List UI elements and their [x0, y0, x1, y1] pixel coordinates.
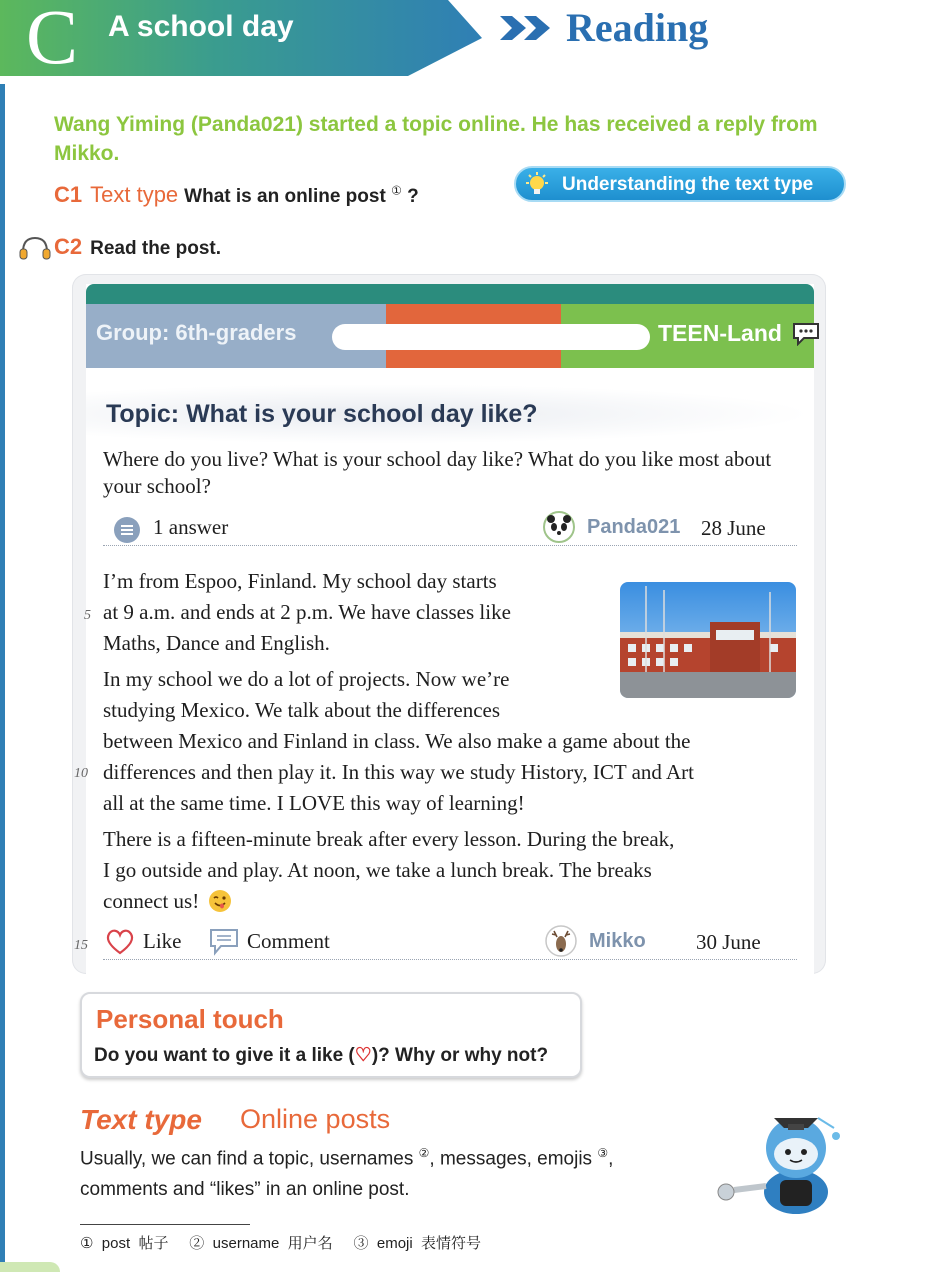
line-number-10: 10	[74, 766, 88, 781]
site-brand: TEEN-Land	[658, 320, 782, 346]
author-username[interactable]: Panda021	[587, 516, 681, 538]
chat-bubble-icon	[792, 322, 820, 346]
answer-count[interactable]: 1 answer	[153, 515, 229, 539]
like-button[interactable]: Like	[143, 929, 182, 953]
c1-question: What is an online post ① ?	[184, 183, 419, 207]
post-card	[72, 274, 826, 974]
text-type-name: Online posts	[240, 1104, 391, 1134]
reply-paragraph-3: There is a fifteen-minute break after every lesson. During the break, I go outside and play. At noon, we take a lunch break. The breaks connect us!	[103, 827, 675, 913]
unit-letter: C	[26, 0, 79, 80]
c1-heading	[54, 182, 419, 208]
intro-text: Wang Yiming (Panda021) started a topic online. He has received a reply from Mikko.	[54, 113, 818, 165]
winking-emoji-icon	[208, 889, 232, 913]
answers-list-icon[interactable]	[113, 516, 141, 544]
line-number-5: 5	[84, 608, 91, 623]
post-header-strip	[86, 284, 814, 304]
robot-mascot-icon	[710, 1104, 850, 1216]
replier-username[interactable]: Mikko	[589, 930, 646, 952]
headphones-icon[interactable]	[18, 234, 52, 262]
topic-meta	[103, 510, 797, 546]
replier-date: 30 June	[696, 930, 761, 954]
heart-like-icon[interactable]	[105, 928, 135, 956]
c2-instruction: Read the post.	[90, 238, 222, 259]
text-type-label: Text type	[80, 1104, 202, 1135]
unit-title: A school day	[108, 10, 294, 43]
panda-avatar	[543, 511, 575, 543]
group-label: Group: 6th-graders	[96, 320, 297, 345]
c1-number: C1	[54, 182, 83, 207]
footnote-mark-1: ①	[391, 183, 402, 198]
c2-number: C2	[54, 234, 83, 259]
pill-label: Understanding the text type	[562, 174, 814, 195]
personal-touch-title: Personal touch	[96, 1004, 284, 1034]
comment-button[interactable]: Comment	[247, 929, 330, 953]
lightbulb-icon	[524, 172, 550, 198]
footnote-mark-3: ③	[597, 1146, 609, 1160]
reply-actions	[103, 924, 797, 960]
section-title: Reading	[566, 5, 709, 50]
personal-touch-question: Do you want to give it a like (♡)? Why or why not?	[94, 1045, 549, 1066]
page-margin-rule	[0, 84, 5, 1272]
heart-icon: ♡	[354, 1045, 372, 1066]
search-input[interactable]	[332, 324, 650, 350]
topic-question: Where do you live? What is your school day like? What do you like most about your school?	[103, 447, 772, 498]
topic-title: Topic: What is your school day like?	[106, 400, 538, 428]
line-number-15: 15	[74, 938, 88, 953]
footnote-mark-2: ②	[418, 1146, 430, 1160]
footnote-divider	[80, 1224, 250, 1225]
text-type-description: Usually, we can find a topic, usernames ②, messages, emojis ③, comments and “likes” in an online post.	[80, 1146, 614, 1201]
school-building-photo	[620, 582, 796, 698]
c1-name: Text type	[90, 182, 179, 207]
reply-paragraph-1: I’m from Espoo, Finland. My school day starts at 9 a.m. and ends at 2 p.m. We have classes like Maths, Dance and English.	[103, 569, 511, 655]
personal-touch-box	[80, 992, 582, 1078]
c2-heading	[18, 234, 221, 260]
footnotes: ① post 帖子 ② username 用户名 ③ emoji 表情符号	[80, 1235, 482, 1252]
deer-avatar	[545, 925, 577, 957]
double-chevron-icon	[500, 12, 556, 44]
understanding-text-type-pill	[514, 166, 846, 202]
forum-toolbar	[86, 304, 814, 368]
post-panel	[86, 284, 814, 974]
author-date: 28 June	[701, 516, 766, 540]
comment-icon[interactable]	[209, 928, 239, 956]
reply-paragraph-2: In my school we do a lot of projects. Now we’re studying Mexico. We talk about the differences between Mexico and Finland in class. We also make a game about the differences and then play it. In this way we study History, ICT and Art all at the same time. I LOVE this way of learning!	[103, 667, 694, 815]
